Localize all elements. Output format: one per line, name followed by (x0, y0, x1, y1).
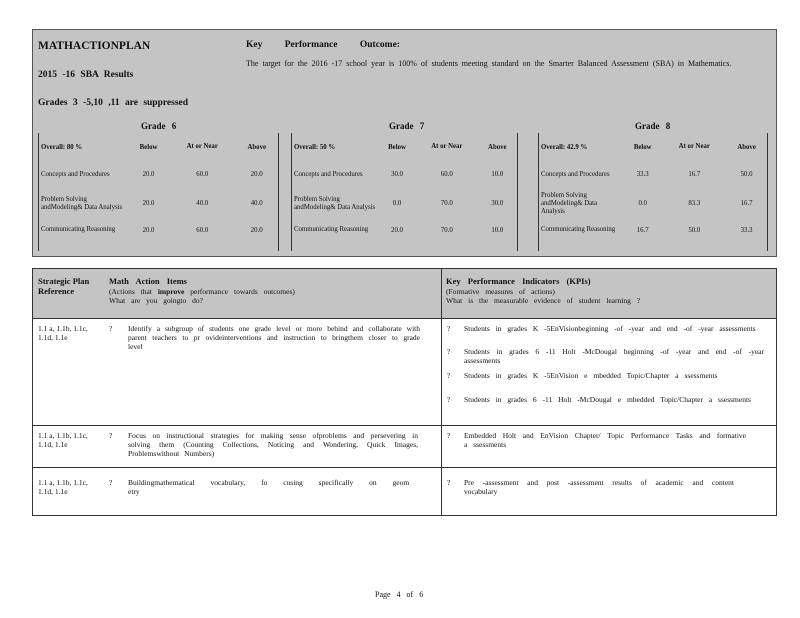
bullet-icon: ? (447, 324, 451, 333)
kpi-header: Key Performance Indicators (KPIs) (446, 276, 591, 286)
col-below: Below (139, 143, 158, 151)
row-label: Concepts and Procedures (294, 170, 363, 178)
row-divider (32, 467, 777, 468)
sba-results-heading: 2015 -16 SBA Results (38, 70, 134, 80)
cell-value: 83.3 (688, 200, 701, 207)
plan-title: MATHACTIONPLAN (38, 40, 151, 52)
row-label: Problem Solving andModeling& Data Analysis (41, 195, 123, 211)
bullet-icon: ? (447, 347, 451, 356)
cell-value: 20.0 (142, 171, 155, 178)
col-below: Below (388, 143, 406, 151)
cell-value: 50.0 (740, 171, 753, 178)
cell-value: 33.3 (740, 226, 753, 234)
col-below: Below (633, 143, 652, 151)
bullet-icon: ? (447, 395, 451, 404)
action-item: Focus on instructional strategies for making sense ofproblems and persevering in solving them (Counting Collections, Noticing and Wondering, Quick Images, Problemswithout Numbers) (128, 431, 418, 458)
row-divider (32, 318, 777, 319)
bullet-icon: ? (109, 431, 113, 440)
kpi-item: Pre -assessment and post -assessment results of academic and content vocabulary (464, 478, 734, 496)
kpi-item: Students in grades K -5EnVision e mbedded Topic/Chapter a ssessments (464, 371, 718, 380)
cell-value: 60.0 (196, 171, 209, 178)
cell-value: 60.0 (196, 226, 209, 234)
cell-value: 50.0 (688, 226, 701, 234)
cell-value: 16.7 (636, 226, 649, 234)
col-above: Above (247, 143, 266, 151)
row-label: Concepts and Procedures (41, 170, 110, 178)
overall-score: Overall: 80 % (41, 143, 83, 151)
math-action-items-header: Math Action Items (109, 276, 187, 286)
col-at-or-near: At or Near (186, 143, 218, 150)
cell-value: 40.0 (196, 200, 209, 207)
cell-value: 70.0 (440, 226, 453, 234)
kpi-item: Students in grades K -5EnVisionbeginning -of -year and end -of -year assessments (464, 324, 756, 333)
cell-value: 33.3 (636, 171, 649, 178)
row-label: Communicating Reasoning (294, 226, 369, 233)
cell-value: 0.0 (638, 200, 647, 207)
plan-reference: 1.1 a, 1.1b, 1.1c, 1.1d, 1.1e (38, 324, 88, 342)
grade-8-title: Grade 8 (635, 121, 671, 131)
row-label: Problem Solving andModeling& Data Analysis (541, 191, 598, 215)
column-divider (441, 268, 442, 516)
col-above: Above (488, 143, 507, 151)
bullet-icon: ? (109, 478, 113, 487)
bullet-icon: ? (447, 478, 451, 487)
col-at-or-near: At or Near (678, 143, 710, 150)
page-number: Page 4 of 6 (375, 590, 424, 599)
cell-value: 30.0 (491, 200, 504, 207)
col-above: Above (737, 143, 756, 151)
grade-6-title: Grade 6 (141, 121, 177, 131)
cell-value: 20.0 (250, 226, 263, 234)
cell-value: 20.0 (391, 226, 403, 234)
row-divider (32, 425, 777, 426)
grade-6-table (38, 133, 279, 251)
bullet-icon: ? (109, 324, 113, 333)
plan-reference: 1.1 a, 1.1b, 1.1c, 1.1d, 1.1e (38, 431, 88, 449)
bullet-icon: ? (447, 431, 451, 440)
cell-value: 40.0 (250, 200, 263, 207)
overall-score: Overall: 50 % (294, 143, 336, 151)
row-label: Communicating Reasoning (541, 226, 616, 233)
cell-value: 20.0 (142, 226, 155, 234)
cell-value: 20.0 (250, 171, 263, 178)
plan-reference: 1.1 a, 1.1b, 1.1c, 1.1d, 1.1e (38, 478, 88, 496)
action-items-subtitle: (Actions that improve performance towards outcomes) (109, 287, 295, 296)
action-items-question: What are you goingto do? (109, 296, 203, 305)
grades-suppressed-note: Grades 3 -5,10 ,11 are suppressed (38, 98, 189, 108)
cell-value: 70.0 (440, 200, 453, 207)
cell-value: 0.0 (392, 200, 402, 207)
overall-score: Overall: 42.9 % (541, 143, 588, 151)
row-label: Problem Solving andModeling& Data Analysis (294, 195, 376, 211)
cell-value: 16.7 (688, 171, 701, 178)
kpi-subtitle: (Formative measures of actions) (446, 287, 555, 296)
cell-value: 16.7 (740, 200, 753, 207)
grade-7-title: Grade 7 (389, 121, 425, 131)
cell-value: 60.0 (440, 171, 453, 178)
grade-7-table (291, 133, 518, 251)
cell-value: 10.0 (491, 226, 504, 234)
action-item: Identify a subgroup of students one grade level or more behind and collaborate with parent teachers to pr ovideinterventions and instruction to bringthem closer to grade level (128, 324, 420, 351)
bullet-icon: ? (447, 371, 451, 380)
grade-8-table (538, 133, 768, 251)
kpi-question: What is the measurable evidence of student learning ? (446, 296, 641, 305)
kpi-item: Students in grades 6 -11 Holt -McDougal e mbedded Topic/Chapter a ssessments (464, 395, 751, 404)
strategic-plan-reference-header: Strategic Plan Reference (38, 276, 90, 296)
cell-value: 30.0 (391, 171, 403, 178)
cell-value: 20.0 (142, 200, 155, 207)
key-performance-outcome-label: Key Performance Outcome: (246, 40, 400, 50)
action-item: Buildingmathematical vocabulary, fo cusing specifically on geom etry (128, 478, 410, 496)
row-label: Concepts and Procedures (541, 170, 610, 178)
kpi-item: Embedded Holt and EnVision Chapter/ Topic Performance Tasks and formative a ssessments (464, 431, 746, 449)
target-statement: The target for the 2016 -17 school year is 100% of students meeting standard on the Smarter Balanced Assessment (SBA) in Mathematics. (246, 59, 732, 68)
col-at-or-near: At or Near (431, 143, 463, 150)
kpi-item: Students in grades 6 -11 Holt -McDougal beginning -of -year and end -of -year assessments (464, 347, 764, 365)
cell-value: 10.0 (491, 171, 504, 178)
row-label: Communicating Reasoning (41, 226, 116, 233)
